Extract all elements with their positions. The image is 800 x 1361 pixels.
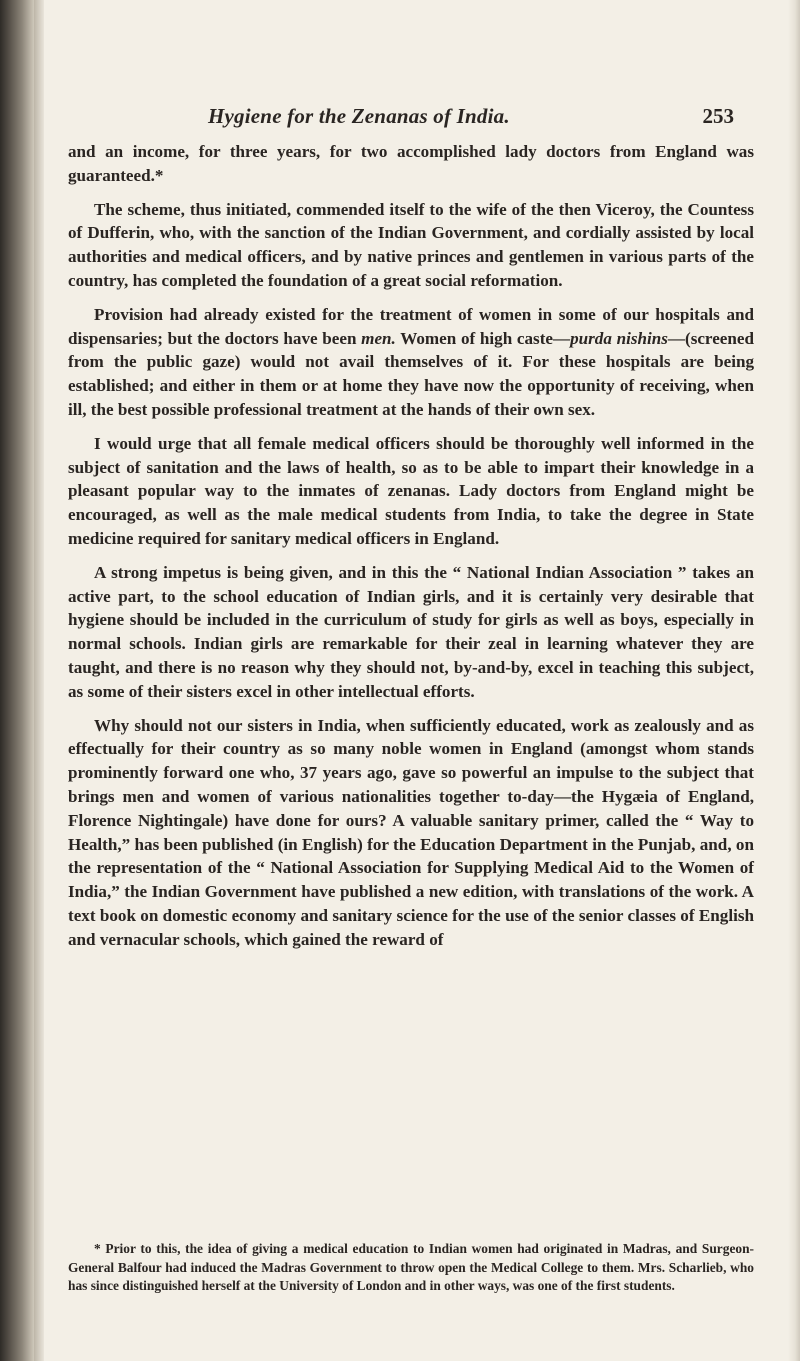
paragraph-3	[68, 303, 754, 422]
paragraph-3-part-3: —(screened from the public gaze) would not avail themselves of it. For these hospitals are being established; and either in them or at home they have now the opportunity of receiving, when ill, the best possible professional treatment at the hands of their own sex.	[68, 328, 754, 419]
body-text	[68, 140, 754, 962]
footnote-text: * Prior to this, the idea of giving a medical education to Indian women had originated in Madras, and Surgeon-General Balfour had induced the Madras Government to throw open the Medical College to them. Mrs. Scharlieb, who has since distinguished herself at the University of London and in other ways, was one of the first students.	[68, 1241, 754, 1294]
book-gutter	[34, 0, 44, 1361]
paragraph-3-part-1: Provision had already existed for the treatment of women in some of our hospitals and dispensaries; but the doctors have been	[68, 304, 754, 348]
paragraph-3-emphasis-purda: purda nishins	[570, 328, 668, 348]
running-title: Hygiene for the Zenanas of India.	[208, 104, 510, 128]
book-binding-shadow	[0, 0, 34, 1361]
paragraph-3-part-2: Women of high caste—	[395, 328, 571, 348]
page-number: 253	[702, 104, 734, 128]
paragraph-4: I would urge that all female medical officers should be thoroughly well informed in the subject of sanitation and the laws of health, so as to be able to impart their knowledge in a pleasant popular way to the inmates of zenanas. Lady doctors from England might be encouraged, as well as the male medical students from India, to take the degree in State medicine required for sanitary medical officers in England.	[68, 433, 754, 548]
paragraph-6: Why should not our sisters in India, when sufficiently educated, work as zealously and as effectually for their country as so many noble women in England (amongst whom stands prominently forward one who, 37 years ago, gave so powerful an impulse to the subject that brings men and women of various nationalities together to-day—the Hygæia of England, Florence Nightingale) have done for ours? A valuable sanitary primer, called the “ Way to Health,” has been published (in English) for the Education Department in the Punjab, and, on the representation of the “ National Association for Supplying Medical Aid to the Women of India,” the Indian Government have published a new edition, with translations of the work. A text book on domestic economy and sanitary science for the use of the senior classes of English and vernacular schools, which gained the reward of	[68, 715, 754, 949]
page-right-edge	[788, 0, 800, 1361]
paragraph-5: A strong impetus is being given, and in this the “ National Indian Association ” takes an active part, to the school education of Indian girls, and it is certainly very desirable that hygiene should be included in the curriculum of study for girls as well as boys, especially in normal schools. Indian girls are remarkable for their zeal in learning whatever they are taught, and there is no reason why they should not, by-and-by, excel in teaching this subject, as some of their sisters excel in other intellectual efforts.	[68, 562, 754, 701]
paragraph-3-emphasis-men: men.	[361, 328, 396, 348]
footnote	[68, 1240, 754, 1296]
paragraph-1: and an income, for three years, for two accomplished lady doctors from England was guaranteed.*	[68, 142, 754, 185]
page-header	[68, 96, 754, 130]
paragraph-2: The scheme, thus initiated, commended itself to the wife of the then Viceroy, the Countess of Dufferin, who, with the sanction of the Indian Government, and cordially assisted by local authorities and medical officers, and by native princes and gentlemen in various parts of the country, has completed the foundation of a great social reformation.	[68, 199, 754, 290]
